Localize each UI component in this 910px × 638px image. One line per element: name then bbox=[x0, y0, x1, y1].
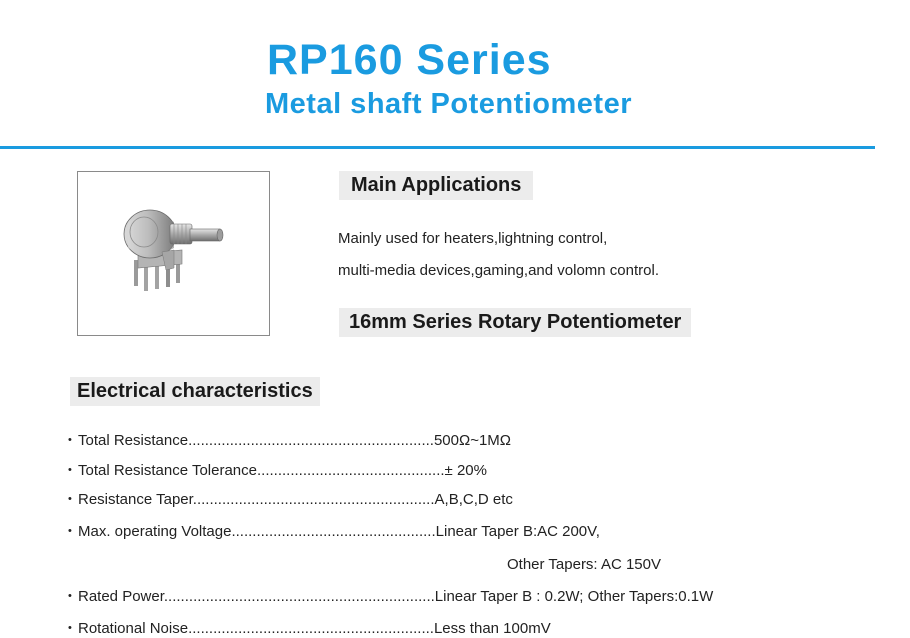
spec-value: Less than 100mV bbox=[433, 620, 551, 637]
spec-label: Resistance Taper bbox=[78, 491, 193, 508]
bullet-icon: • bbox=[68, 464, 72, 476]
application-line-1: Mainly used for heaters,lightning control, bbox=[338, 230, 608, 247]
spec-value: ± 20% bbox=[444, 462, 487, 479]
spec-resistance-taper bbox=[68, 491, 513, 508]
spec-value: Linear Taper B : 0.2W; Other Tapers:0.1W bbox=[434, 588, 714, 605]
rotary-potentiometer-photo-icon bbox=[78, 172, 269, 335]
spec-rated-power bbox=[68, 588, 713, 605]
spec-leader: ............................................. bbox=[257, 462, 445, 479]
spec-leader: ................................................................. bbox=[163, 588, 435, 605]
series-heading: 16mm Series Rotary Potentiometer bbox=[339, 308, 691, 337]
main-applications-heading: Main Applications bbox=[339, 171, 533, 200]
product-photo-frame bbox=[77, 171, 270, 336]
spec-max-operating-voltage-continuation: Other Tapers: AC 150V bbox=[507, 556, 661, 573]
spec-leader: ........................................................... bbox=[188, 432, 434, 449]
page-subtitle: Metal shaft Potentiometer bbox=[265, 88, 632, 120]
spec-leader: ................................................. bbox=[231, 523, 436, 540]
bullet-icon: • bbox=[68, 622, 72, 634]
electrical-characteristics-heading: Electrical characteristics bbox=[70, 377, 320, 406]
spec-label: Total Resistance Tolerance bbox=[78, 462, 257, 479]
bullet-icon: • bbox=[68, 525, 72, 537]
spec-leader: .......................................................... bbox=[192, 491, 435, 508]
page-title: RP160 Series bbox=[267, 36, 552, 84]
spec-leader: ........................................................... bbox=[188, 620, 434, 637]
spec-total-resistance-tolerance bbox=[68, 462, 487, 479]
spec-rotational-noise bbox=[68, 620, 551, 637]
header-divider bbox=[0, 146, 875, 149]
spec-value: A,B,C,D etc bbox=[434, 491, 513, 508]
spec-label: Total Resistance bbox=[78, 432, 189, 449]
bullet-icon: • bbox=[68, 493, 72, 505]
spec-label: Rated Power bbox=[78, 588, 164, 605]
bullet-icon: • bbox=[68, 590, 72, 602]
spec-value: Linear Taper B:AC 200V, bbox=[435, 523, 600, 540]
spec-max-operating-voltage bbox=[68, 523, 600, 540]
bullet-icon: • bbox=[68, 434, 72, 446]
spec-total-resistance bbox=[68, 432, 511, 449]
spec-label: Rotational Noise bbox=[78, 620, 189, 637]
application-line-2: multi-media devices,gaming,and volomn control. bbox=[338, 262, 659, 279]
spec-value: 500Ω~1MΩ bbox=[433, 432, 512, 449]
spec-label: Max. operating Voltage bbox=[78, 523, 232, 540]
